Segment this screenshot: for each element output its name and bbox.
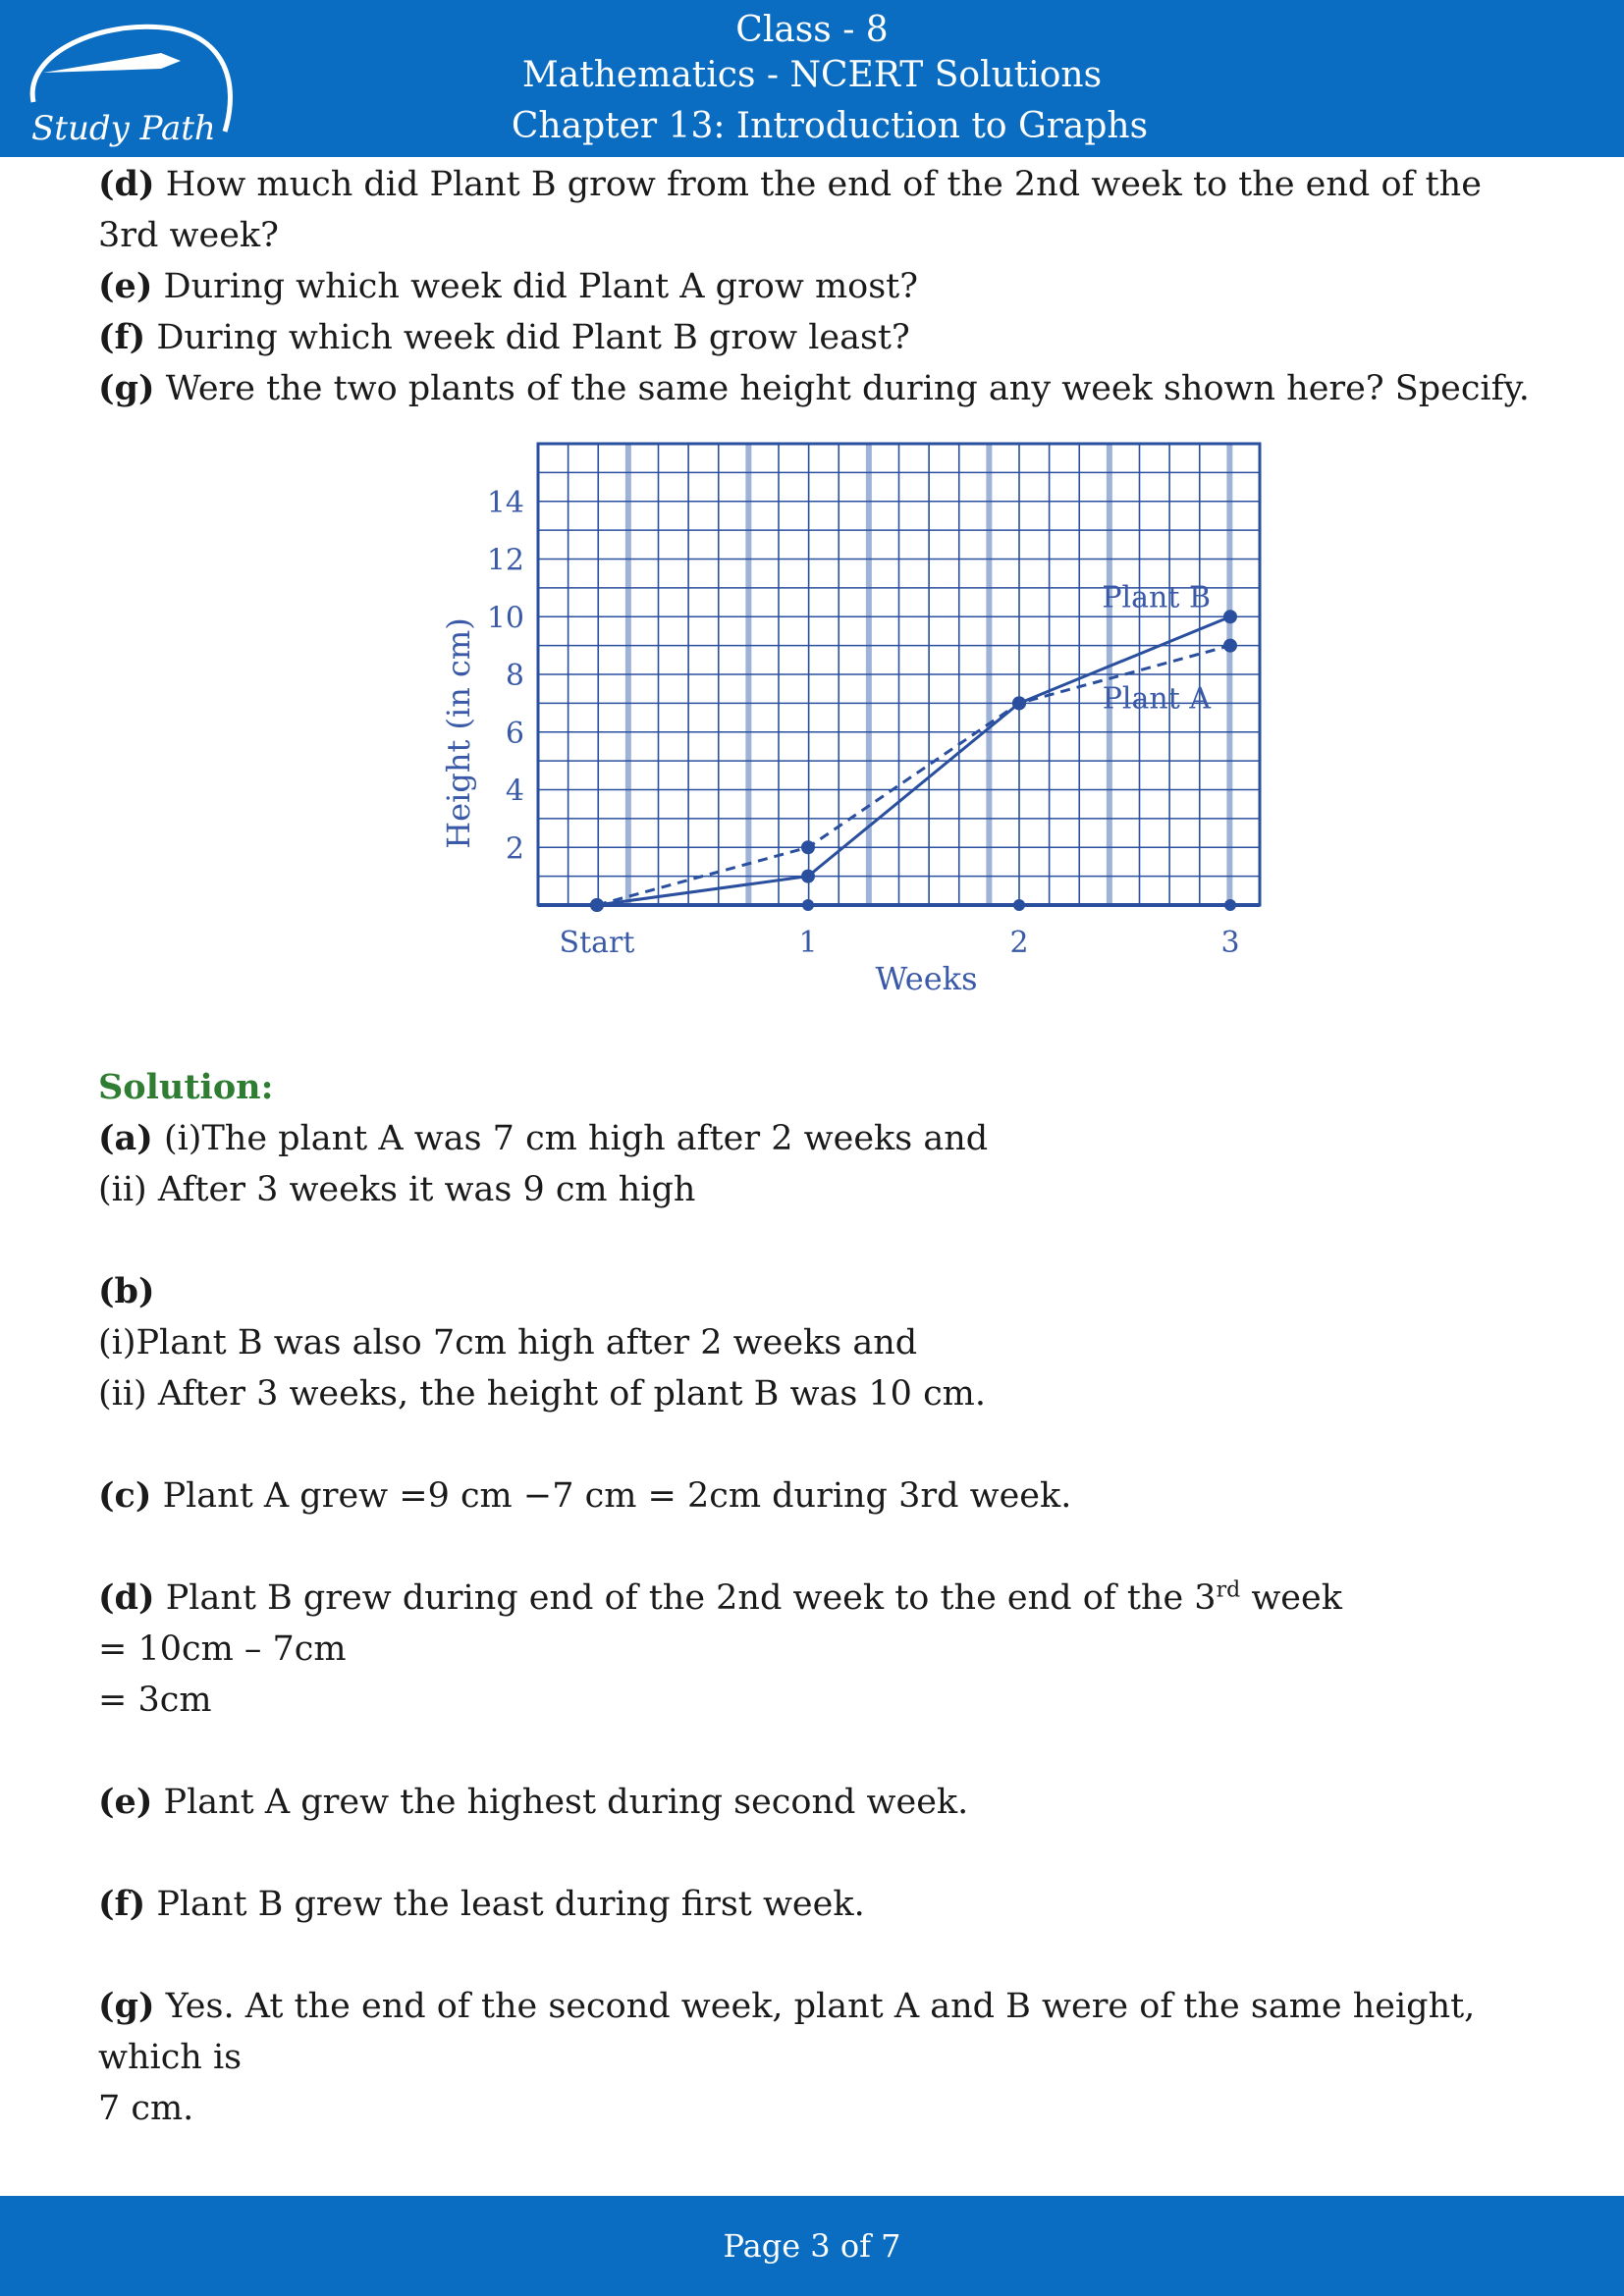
logo-text: Study Path <box>31 109 216 148</box>
y-tick-label: 10 <box>486 601 524 636</box>
series-label: Plant B <box>1102 580 1211 615</box>
y-tick-label: 2 <box>505 831 524 867</box>
data-point-plant-b <box>590 898 604 912</box>
answer-c: (c) Plant A grew =9 cm −7 cm = 2cm during 3rd week. <box>98 1475 1072 1516</box>
question-e: (e) During which week did Plant A grow most? <box>98 266 919 306</box>
answer-b-label: (b) <box>98 1271 155 1311</box>
answer-d: (d) Plant B grew during end of the 2nd week to the end of the 3rd week <box>98 1577 1342 1618</box>
y-tick-label: 12 <box>486 543 524 578</box>
answer-g-2: 7 cm. <box>98 2089 194 2128</box>
x-tick-label: 2 <box>1009 926 1029 960</box>
question-g: (g) Were the two plants of the same height during any week shown here? Specify. <box>98 368 1530 408</box>
y-tick-label: 4 <box>505 774 524 809</box>
header-chapter: Chapter 13: Introduction to Graphs <box>511 106 1149 146</box>
answer-f: (f) Plant B grew the least during first week. <box>98 1884 865 1924</box>
answer-a-1: (a) (i)The plant A was 7 cm high after 2 weeks and <box>98 1118 989 1158</box>
answer-a-2: (ii) After 3 weeks it was 9 cm high <box>98 1170 696 1209</box>
y-axis-title: Height (in cm) <box>440 617 477 849</box>
data-point-plant-b <box>1012 696 1026 710</box>
x-tick-label: Start <box>559 926 635 960</box>
x-axis-title: Weeks <box>875 960 978 997</box>
question-d-cont: 3rd week? <box>98 216 279 255</box>
chart-container <box>98 414 1551 1062</box>
page-footer: Page 3 of 7 <box>0 2196 1624 2296</box>
solution-heading: Solution: <box>98 1067 274 1107</box>
answer-d-3: = 3cm <box>98 1681 212 1720</box>
data-point-plant-a <box>801 840 815 854</box>
x-tick-label: 3 <box>1220 926 1240 960</box>
answer-g: (g) Yes. At the end of the second week, plant A and B were of the same height, which is <box>98 1986 1487 2077</box>
y-tick-label: 8 <box>505 659 524 693</box>
question-f: (f) During which week did Plant B grow least? <box>98 317 910 357</box>
data-point-plant-b <box>1223 610 1237 623</box>
series-label: Plant A <box>1102 681 1211 717</box>
answer-b-1: (i)Plant B was also 7cm high after 2 weeks and <box>98 1323 918 1362</box>
y-tick-label: 14 <box>486 485 524 520</box>
answer-b-2: (ii) After 3 weeks, the height of plant B was 10 cm. <box>98 1374 986 1414</box>
page-content <box>98 159 1551 2134</box>
answer-e: (e) Plant A grew the highest during second week. <box>98 1782 969 1822</box>
plant-growth-chart <box>98 414 1551 1062</box>
header-class: Class - 8 <box>735 10 889 50</box>
data-point-plant-b <box>801 870 815 883</box>
x-axis-dot <box>802 899 814 911</box>
x-axis-dot <box>1224 899 1236 911</box>
answer-d-2: = 10cm – 7cm <box>98 1629 347 1669</box>
question-d: (d) How much did Plant B grow from the end of the 2nd week to the end of the <box>98 164 1482 204</box>
header-subject: Mathematics - NCERT Solutions <box>521 55 1103 95</box>
page-header <box>0 0 1624 157</box>
x-axis-dot <box>1013 899 1025 911</box>
y-tick-label: 6 <box>505 716 524 751</box>
x-tick-label: 1 <box>798 926 818 960</box>
data-point-plant-a <box>1223 639 1237 653</box>
